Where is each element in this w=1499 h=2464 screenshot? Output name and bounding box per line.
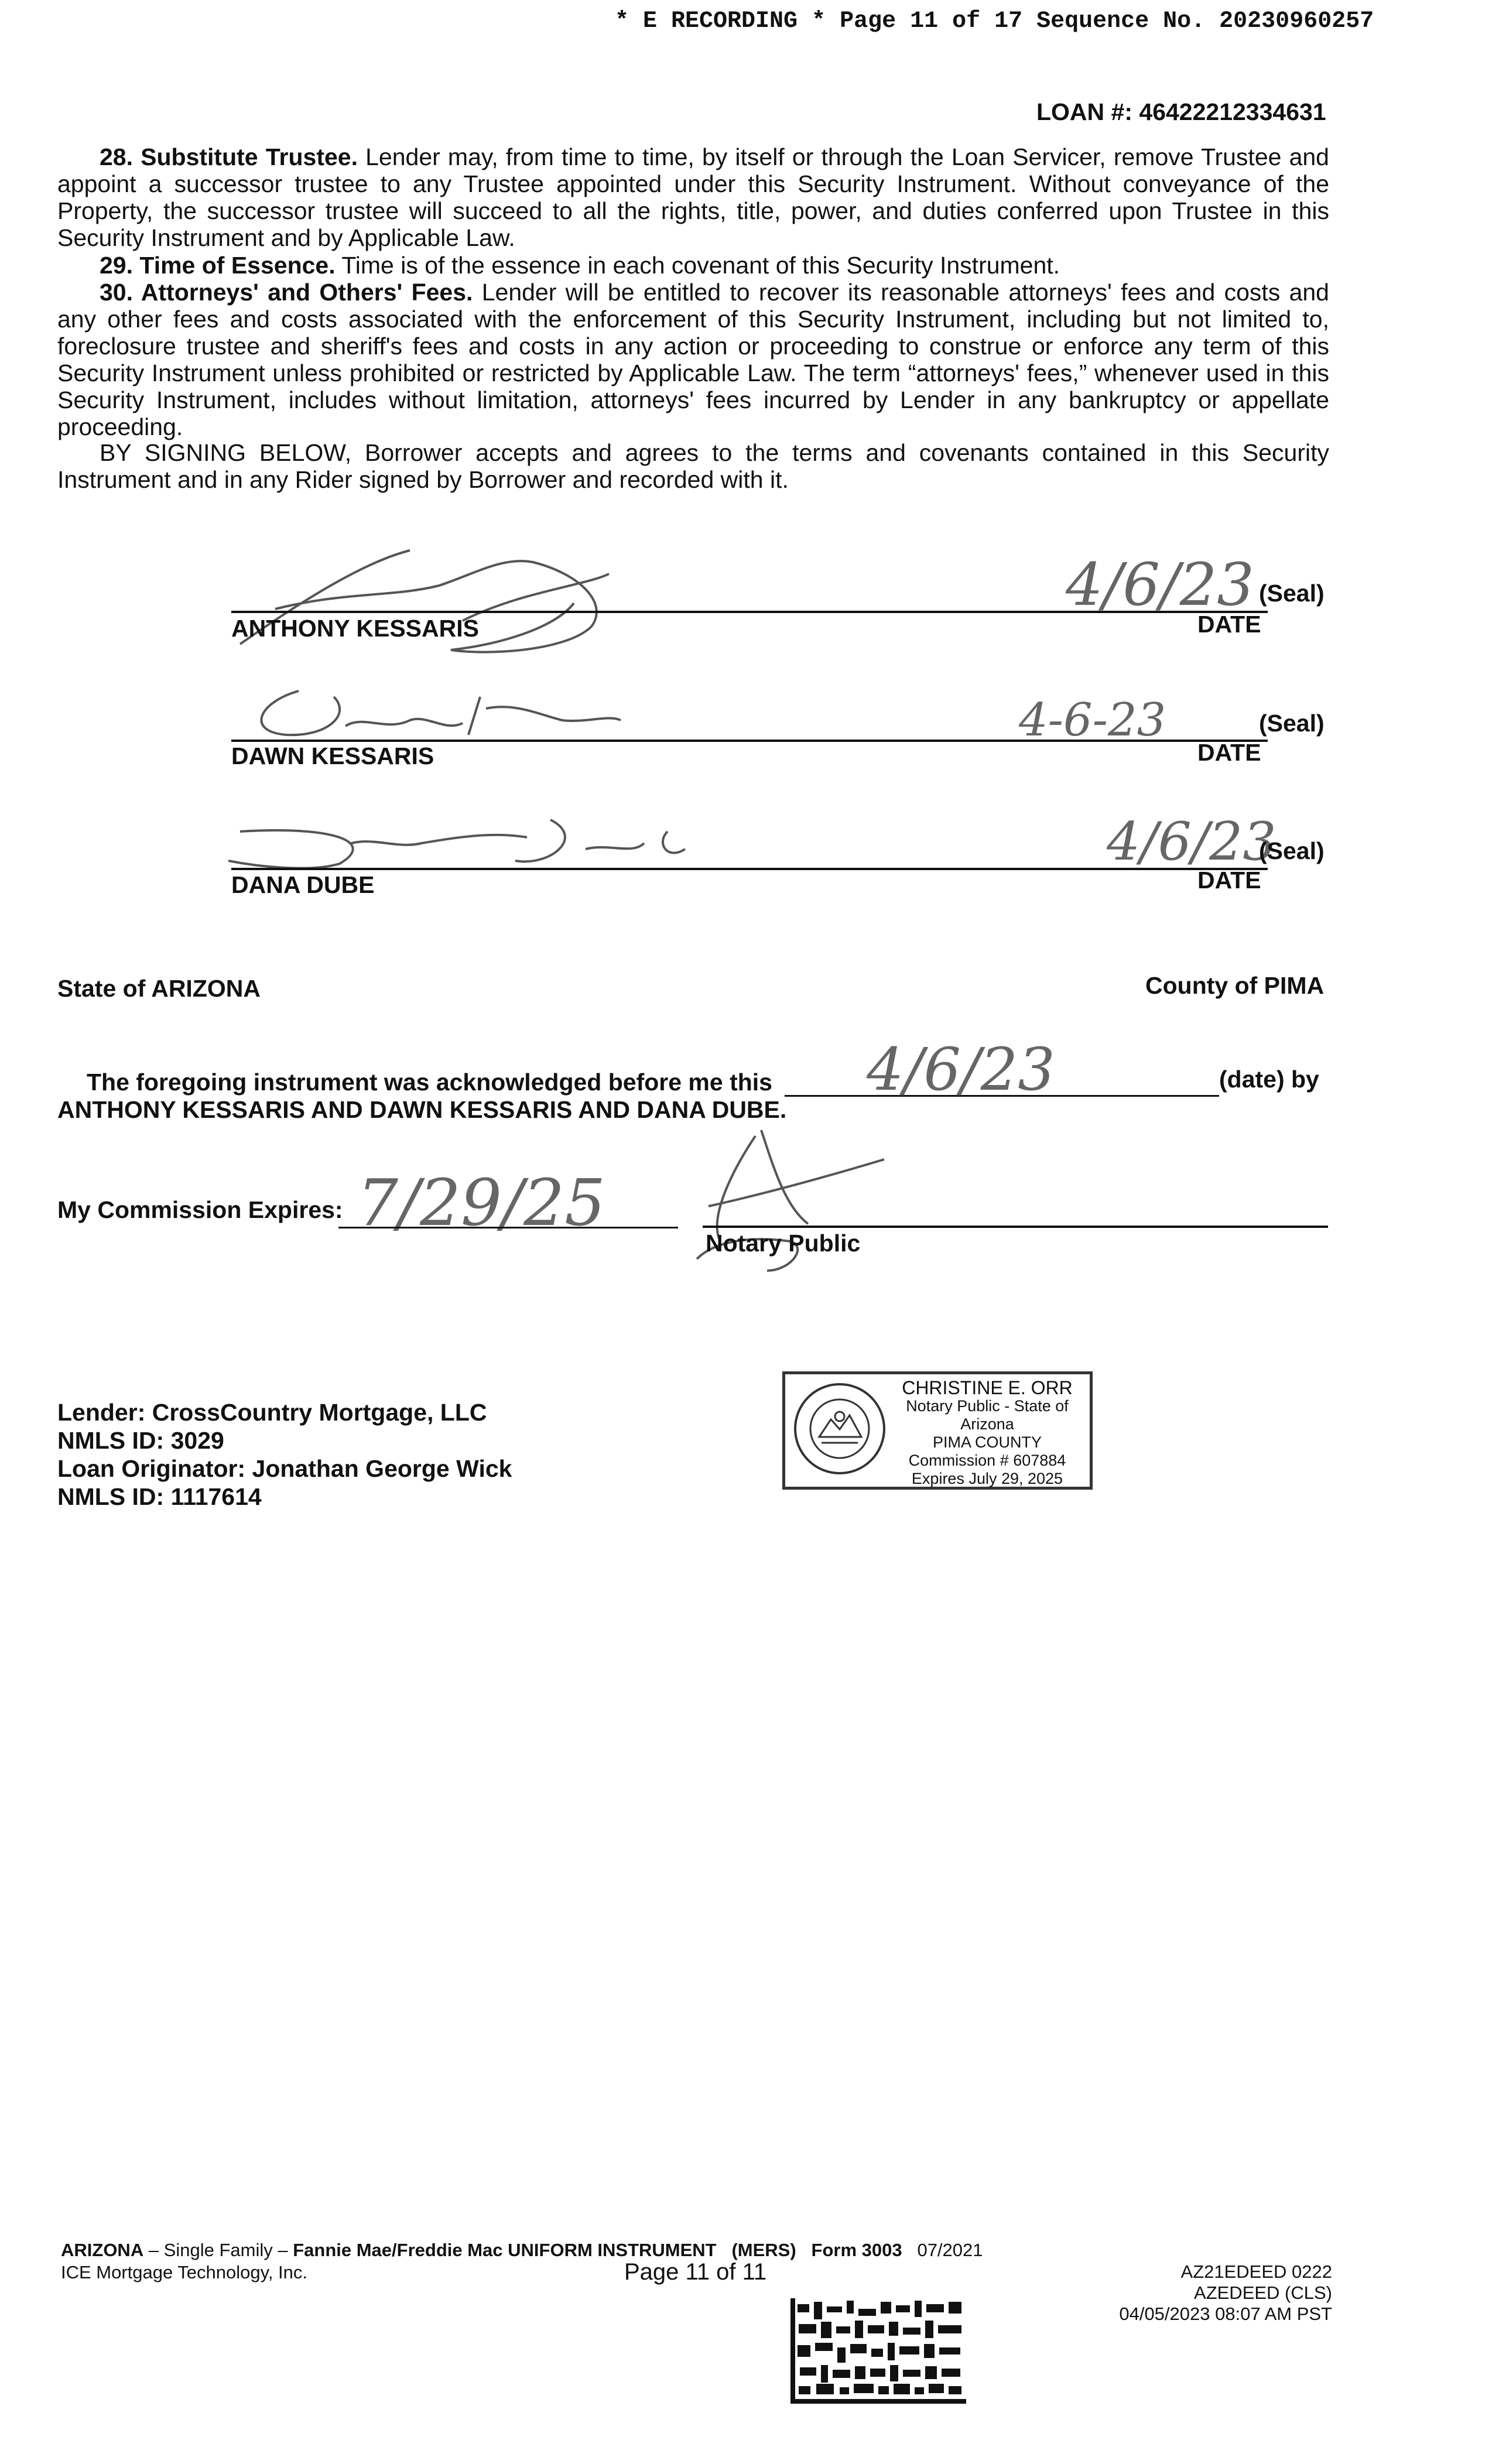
- date-handwritten-1: 4/6/23: [1066, 550, 1254, 619]
- footer-instrument: Fannie Mae/Freddie Mac UNIFORM INSTRUMENT: [293, 2240, 717, 2260]
- lender-nmls: NMLS ID: 3029: [57, 1427, 224, 1454]
- footer-desc: – Single Family –: [143, 2240, 293, 2260]
- barcode-icon: [790, 2298, 966, 2404]
- acknowledgment-parties: ANTHONY KESSARIS AND DAWN KESSARIS AND DANA DUBE.: [57, 1096, 787, 1123]
- section-29: [57, 252, 1329, 279]
- section-28-text: Lender may, from time to time, by itself or through the Loan Servicer, remove Trustee and appoint a successor trustee to any Trustee appointed under this Security Instrument. Without conveyance of the Property, the successor trustee will succeed to all the rights, title, power, and duties conferred upon Trustee in this Security Instrument and by Applicable Law.: [57, 143, 1329, 251]
- footer-mers: (MERS): [731, 2240, 796, 2260]
- commission-date-handwritten: 7/29/25: [357, 1165, 606, 1240]
- section-30-text: Lender will be entitled to recover its reasonable attorneys' fees and costs and any other fees and costs associated with the enforcement of this Security Instrument, including but not limited to, foreclosure trustee and sheriff's fees and costs in any action or proceeding to construe or enforce any term of this Security Instrument unless prohibited or restricted by Applicable Law. The term “attorneys' fees,” whenever used in this Security Instrument, includes without limitation, attorneys' fees incurred by Lender in any bankruptcy or appellate proceeding.: [57, 279, 1329, 440]
- commission-label: My Commission Expires:: [57, 1196, 343, 1223]
- signing-statement: BY SIGNING BELOW, Borrower accepts and agrees to the terms and covenants contained in this Security Instrument and in any Rider signed by Borrower and recorded with it.: [57, 439, 1329, 493]
- signature-line-1: [231, 611, 1268, 613]
- acknowledgment-date-handwritten: 4/6/23: [867, 1035, 1055, 1104]
- signature-line-2: [231, 740, 1268, 742]
- date-label-1: DATE: [1197, 611, 1261, 638]
- section-30-title: 30. Attorneys' and Others' Fees.: [100, 279, 473, 306]
- signer-name-3: DANA DUBE: [231, 871, 375, 898]
- notary-commission: Commission # 607884: [908, 1452, 1066, 1469]
- date-handwritten-3: 4/6/23: [1107, 811, 1276, 872]
- section-30: [57, 279, 1329, 440]
- footer-code-2: AZEDEED (CLS): [1194, 2282, 1332, 2303]
- signer-name-1: ANTHONY KESSARIS: [231, 615, 479, 642]
- date-label-2: DATE: [1197, 739, 1261, 766]
- seal-label-3: (Seal): [1259, 837, 1325, 864]
- lender-name: Lender: CrossCountry Mortgage, LLC: [57, 1399, 487, 1426]
- footer-timestamp: 04/05/2023 08:07 AM PST: [1119, 2304, 1332, 2324]
- footer-form: Form 3003: [811, 2240, 902, 2260]
- footer-company: ICE Mortgage Technology, Inc.: [61, 2262, 308, 2282]
- notary-expires: Expires July 29, 2025: [911, 1470, 1063, 1487]
- acknowledgment-date-suffix: (date) by: [1219, 1066, 1319, 1093]
- arizona-seal-icon: [792, 1381, 887, 1476]
- footer-form-line: [61, 2240, 983, 2261]
- footer-page: Page 11 of 11: [624, 2259, 767, 2285]
- footer-state: ARIZONA: [61, 2240, 144, 2260]
- lender-info: [57, 1398, 512, 1511]
- section-28-title: 28. Substitute Trustee.: [100, 143, 358, 170]
- notary-public-label: Notary Public: [706, 1230, 861, 1257]
- section-29-title: 29. Time of Essence.: [100, 252, 336, 279]
- loan-number: LOAN #: 46422212334631: [1036, 98, 1326, 125]
- footer-code-1: AZ21EDEED 0222: [1180, 2261, 1332, 2282]
- footer-codes: [1054, 2261, 1332, 2325]
- signature-line-3: [231, 868, 1268, 870]
- acknowledgment-text: The foregoing instrument was acknowledged before me this: [87, 1069, 772, 1096]
- notary-title: Notary Public - State of Arizona: [906, 1397, 1069, 1433]
- commission-line: [338, 1227, 678, 1228]
- originator-nmls: NMLS ID: 1117614: [57, 1483, 262, 1510]
- state-label: State of ARIZONA: [57, 975, 261, 1002]
- recording-header: * E RECORDING * Page 11 of 17 Sequence No. 20230960257: [615, 8, 1374, 35]
- notary-line: [703, 1226, 1328, 1228]
- section-29-text: Time is of the essence in each covenant of this Security Instrument.: [335, 252, 1060, 279]
- date-label-3: DATE: [1197, 867, 1261, 894]
- county-label: County of PIMA: [1145, 972, 1325, 999]
- seal-label-1: (Seal): [1259, 580, 1325, 607]
- seal-label-2: (Seal): [1259, 710, 1325, 737]
- notary-stamp-text: [891, 1379, 1084, 1488]
- notary-county: PIMA COUNTY: [932, 1433, 1042, 1451]
- footer-form-date: 07/2021: [917, 2240, 983, 2260]
- notary-signature: [673, 1124, 896, 1282]
- signature-dawn-kessaris: [234, 679, 644, 750]
- notary-name: CHRISTINE E. ORR: [902, 1377, 1073, 1398]
- loan-originator: Loan Originator: Jonathan George Wick: [57, 1455, 512, 1482]
- notary-stamp: [782, 1371, 1093, 1490]
- date-handwritten-2: 4-6-23: [1019, 694, 1166, 747]
- signature-anthony-kessaris: [228, 539, 638, 673]
- signer-name-2: DAWN KESSARIS: [231, 742, 434, 769]
- section-28: [57, 143, 1329, 251]
